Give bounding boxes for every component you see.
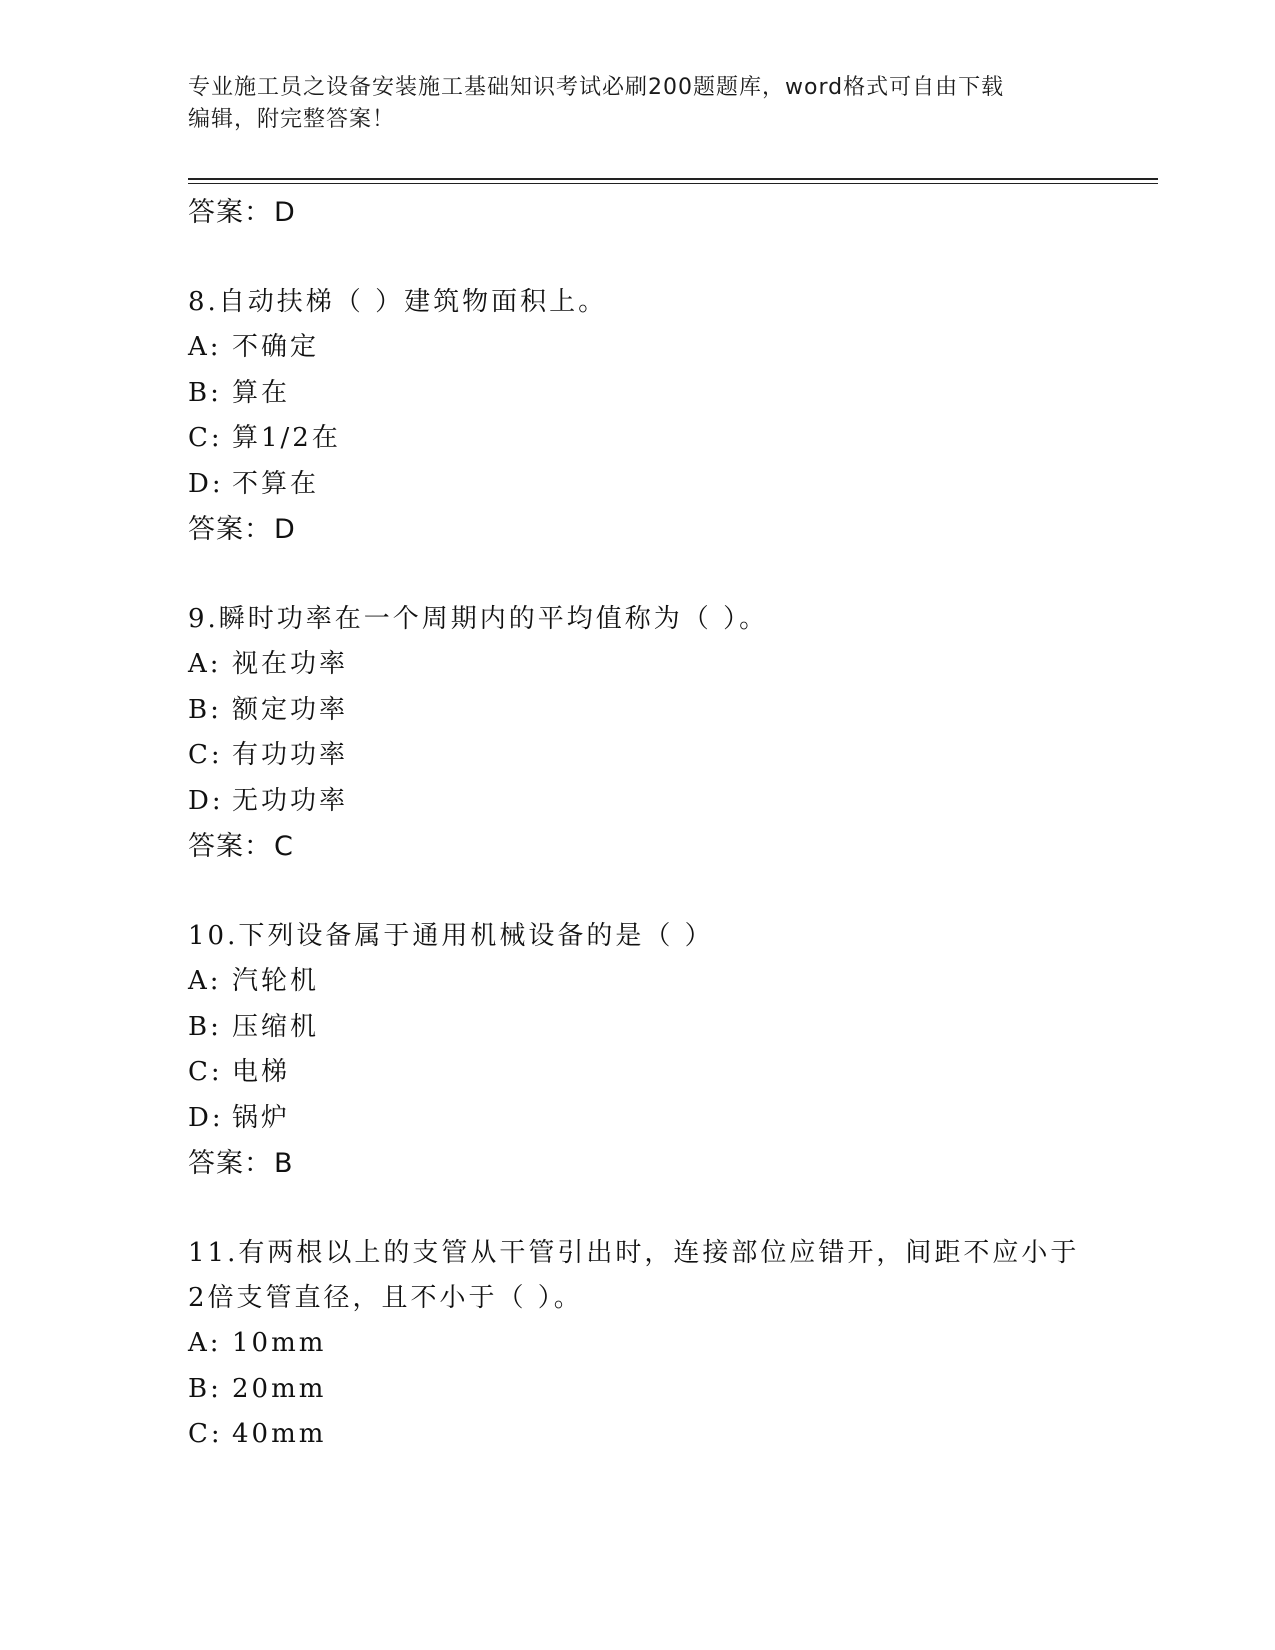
answer-line [188, 507, 1088, 553]
question-block [188, 914, 1088, 1187]
answer-label: 答案： [188, 197, 272, 228]
option-d: D: 无功功率 [188, 785, 349, 816]
question-block [188, 280, 1088, 553]
question-stem-line-2: 2倍支管直径，且不小于（ ）。 [188, 1283, 583, 1313]
option-d: D: 锅炉 [188, 1102, 291, 1133]
header-divider-thin [188, 183, 1158, 184]
question-list [188, 190, 1088, 1458]
question-stem [188, 1231, 1088, 1321]
question-stem: 10.下列设备属于通用机械设备的是（ ） [188, 921, 714, 951]
answer-value: C [274, 831, 294, 862]
answer-line [188, 824, 1088, 870]
option-c: C: 算1/2在 [188, 423, 341, 453]
answer-value: B [274, 1148, 294, 1179]
answer-value: D [274, 514, 296, 545]
answer-label: 答案： [188, 1148, 272, 1179]
answer-line [188, 1141, 1088, 1187]
question-stem-line-1: 11.有两根以上的支管从干管引出时，连接部位应错开，间距不应小于 [188, 1238, 1080, 1268]
answer-value: D [274, 197, 296, 228]
option-c: C: 电梯 [188, 1057, 291, 1087]
option-b: B: 额定功率 [188, 694, 349, 725]
header-line-1: 专业施工员之设备安装施工基础知识考试必刷200题题库，word格式可自由下载 [188, 75, 1005, 100]
option-b: B: 压缩机 [188, 1011, 320, 1042]
option-a: A: 不确定 [188, 332, 320, 362]
option-b: B: 20mm [188, 1373, 327, 1404]
answer-label: 答案： [188, 514, 272, 545]
option-c: C: 40mm [188, 1419, 327, 1449]
document-header [188, 72, 1088, 136]
option-d: D: 不算在 [188, 468, 320, 499]
question-block [188, 1231, 1088, 1458]
option-a: A: 汽轮机 [188, 966, 320, 996]
question-stem: 9.瞬时功率在一个周期内的平均值称为（ ）。 [188, 604, 769, 634]
answer-line [188, 190, 1088, 236]
question-stem: 8.自动扶梯（ ）建筑物面积上。 [188, 287, 608, 317]
question-block [188, 597, 1088, 870]
option-a: A: 视在功率 [188, 649, 349, 679]
answer-label: 答案： [188, 831, 272, 862]
header-line-2: 编辑，附完整答案！ [188, 107, 396, 132]
option-c: C: 有功功率 [188, 740, 349, 770]
option-a: A: 10mm [188, 1328, 327, 1358]
header-divider [188, 178, 1158, 180]
option-b: B: 算在 [188, 377, 291, 408]
